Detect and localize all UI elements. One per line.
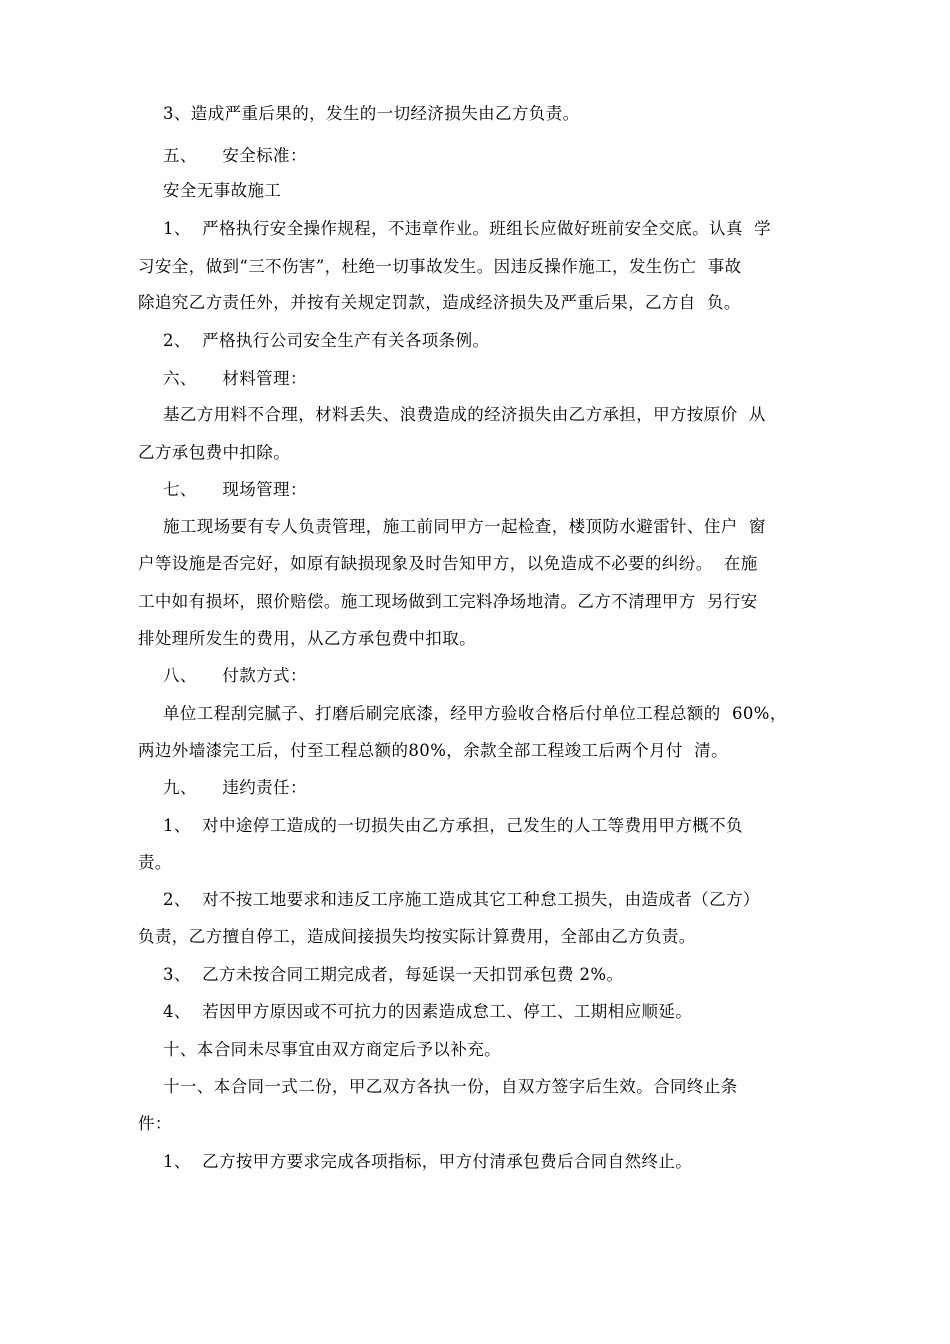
section-heading: 五、 安全标准： — [163, 146, 307, 165]
paragraph-line: 3、造成严重后果的，发生的一切经济损失由乙方负责。 — [163, 104, 580, 123]
paragraph-line: 件： — [138, 1114, 172, 1133]
paragraph-line: 户等设施是否完好，如原有缺损现象及时告知甲方，以免造成不必要的纠纷。 在施 — [138, 554, 758, 573]
section-heading: 九、 违约责任： — [163, 778, 307, 797]
paragraph-line: 工中如有损坏，照价赔偿。施工现场做到工完料净场地清。乙方不清理甲方 另行安 — [138, 592, 758, 611]
paragraph-line: 2、 对不按工地要求和违反工序施工造成其它工种怠工损失，由造成者（乙方） — [163, 890, 760, 909]
paragraph-line: 排处理所发生的费用，从乙方承包费中扣取。 — [138, 629, 476, 648]
section-heading: 七、 现场管理： — [163, 480, 307, 499]
paragraph-line: 施工现场要有专人负责管理，施工前同甲方一起检查，楼顶防水避雷针、住户 窗 — [163, 517, 766, 536]
paragraph-line: 单位工程刮完腻子、打磨后刷完底漆，经甲方验收合格后付单位工程总额的 60%， — [163, 704, 787, 723]
paragraph-line: 习安全，做到“三不伤害”，杜绝一切事故发生。因违反操作施工，发生伤亡 事故 — [138, 257, 742, 276]
paragraph-line: 1、 对中途停工造成的一切损失由乙方承担，己发生的人工等费用甲方概不负 — [163, 816, 743, 835]
section-heading: 八、 付款方式： — [163, 666, 307, 685]
paragraph-line: 2、 严格执行公司安全生产有关各项条例。 — [163, 331, 490, 350]
paragraph-line: 两边外墙漆完工后，付至工程总额的80%，余款全部工程竣工后两个月付 清。 — [138, 741, 728, 760]
paragraph-line: 4、 若因甲方原因或不可抗力的因素造成怠工、停工、工期相应顺延。 — [163, 1002, 693, 1021]
paragraph-line: 1、 乙方按甲方要求完成各项指标，甲方付清承包费后合同自然终止。 — [163, 1152, 693, 1171]
paragraph-line: 3、 乙方未按合同工期完成者，每延误一天扣罚承包费 2%。 — [163, 965, 624, 984]
paragraph-line: 十一、本合同一式二份，甲乙双方各执一份，自双方签字后生效。合同终止条 — [163, 1077, 738, 1096]
paragraph-line: 1、 严格执行安全操作规程，不违章作业。班组长应做好班前安全交底。认真 学 — [163, 219, 772, 238]
paragraph-line: 负责，乙方擅自停工，造成间接损失均按实际计算费用，全部由乙方负责。 — [138, 927, 696, 946]
paragraph-line: 十、本合同未尽事宜由双方商定后予以补充。 — [163, 1040, 501, 1059]
paragraph-line: 安全无事故施工 — [163, 181, 282, 200]
paragraph-line: 责。 — [138, 853, 172, 872]
section-heading: 六、 材料管理： — [163, 369, 307, 388]
paragraph-line: 除追究乙方责任外，并按有关规定罚款，造成经济损失及严重后果，乙方自 负。 — [138, 293, 741, 312]
paragraph-line: 乙方承包费中扣除。 — [138, 443, 291, 462]
paragraph-line: 基乙方用料不合理，材料丢失、浪费造成的经济损失由乙方承担，甲方按原价 从 — [163, 405, 766, 424]
